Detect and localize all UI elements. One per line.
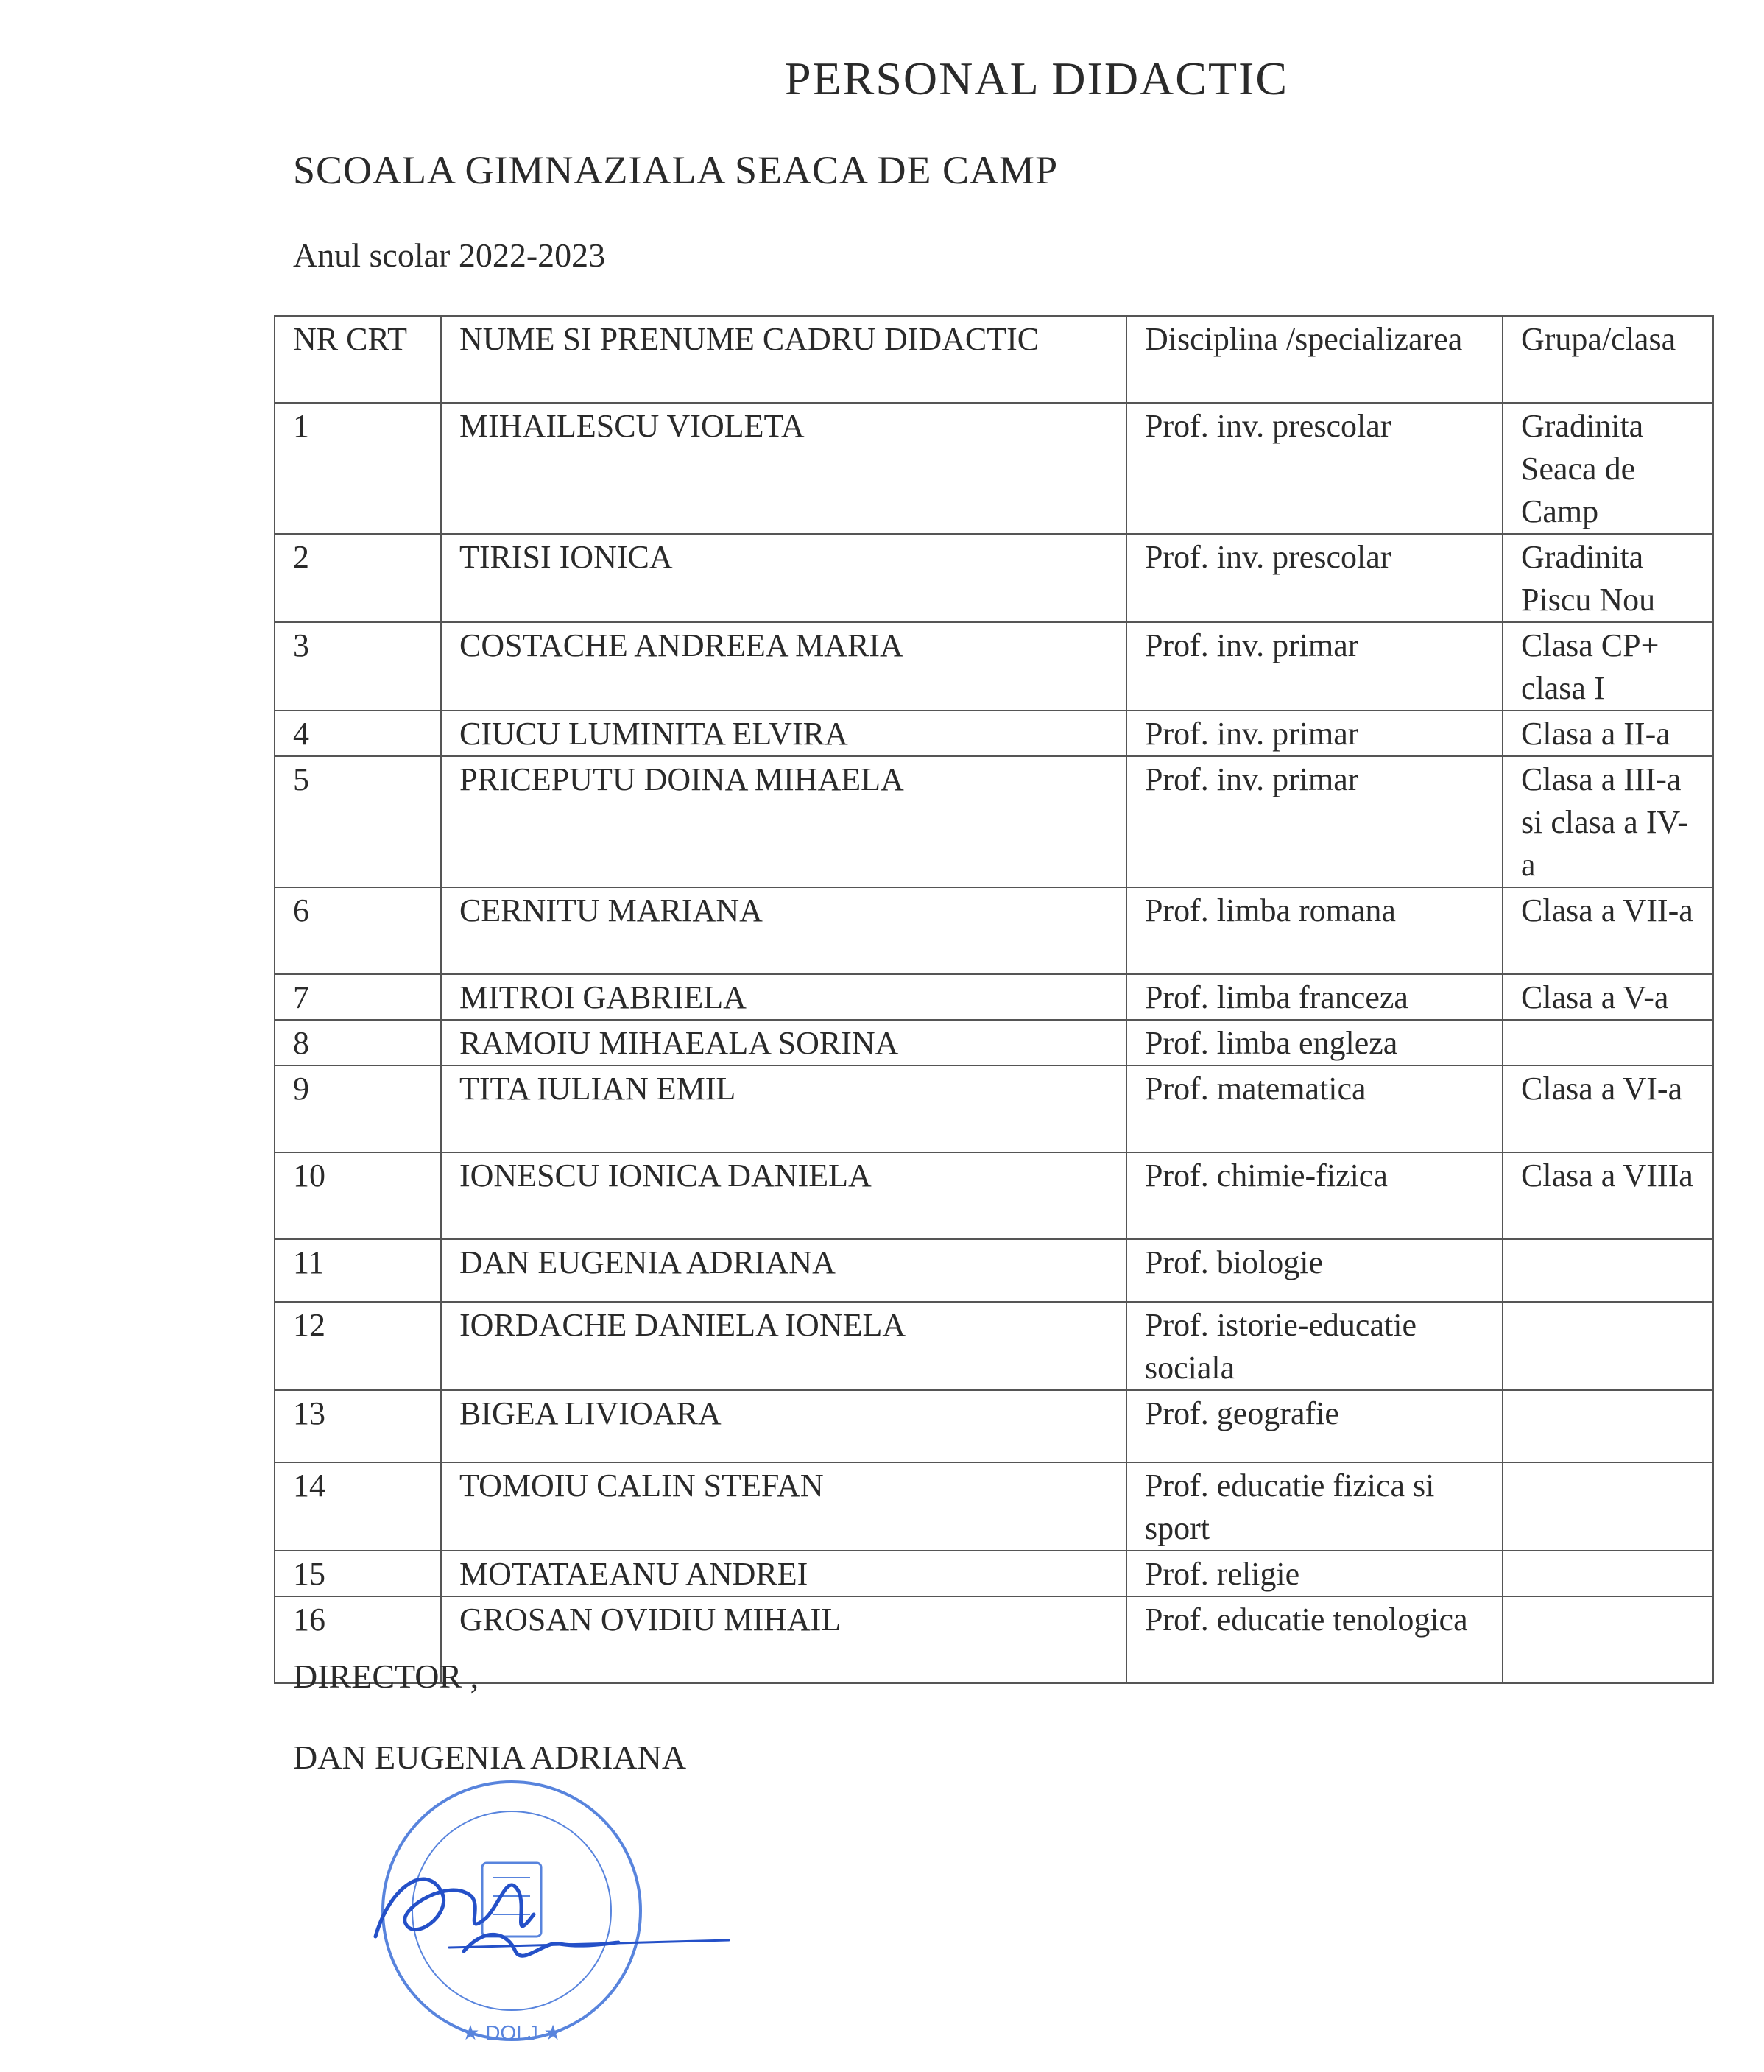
cell-nr: 11	[275, 1239, 441, 1302]
cell-nr: 6	[275, 887, 441, 974]
cell-discipline: Prof. religie	[1126, 1551, 1503, 1596]
cell-name: TIRISI IONICA	[441, 534, 1126, 622]
cell-group: Clasa CP+ clasa I	[1503, 622, 1713, 711]
cell-name: MITROI GABRIELA	[441, 974, 1126, 1020]
table-row	[275, 1462, 1713, 1551]
cell-discipline: Prof. limba franceza	[1126, 974, 1503, 1020]
director-label: DIRECTOR ,	[293, 1657, 479, 1695]
cell-discipline: Prof. inv. prescolar	[1126, 534, 1503, 622]
cell-discipline: Prof. inv. primar	[1126, 756, 1503, 887]
director-name: DAN EUGENIA ADRIANA	[293, 1738, 687, 1776]
cell-nr: 2	[275, 534, 441, 622]
cell-discipline: Prof. matematica	[1126, 1065, 1503, 1152]
table-row	[275, 534, 1713, 622]
cell-nr: 1	[275, 403, 441, 534]
cell-group	[1503, 1390, 1713, 1462]
cell-name: BIGEA LIVIOARA	[441, 1390, 1126, 1462]
cell-nr: 15	[275, 1551, 441, 1596]
cell-discipline: Prof. limba engleza	[1126, 1020, 1503, 1065]
cell-nr: 4	[275, 711, 441, 756]
cell-discipline: Prof. biologie	[1126, 1239, 1503, 1302]
table-row	[275, 974, 1713, 1020]
cell-name: CERNITU MARIANA	[441, 887, 1126, 974]
cell-discipline: Prof. educatie fizica si sport	[1126, 1462, 1503, 1551]
cell-group	[1503, 1596, 1713, 1683]
table-row	[275, 1065, 1713, 1152]
cell-name: TOMOIU CALIN STEFAN	[441, 1462, 1126, 1551]
table-row	[275, 1020, 1713, 1065]
cell-group	[1503, 1551, 1713, 1596]
table-row	[275, 1239, 1713, 1302]
cell-group: Clasa a III-a si clasa a IV-a	[1503, 756, 1713, 887]
cell-discipline: Prof. chimie-fizica	[1126, 1152, 1503, 1239]
table-row	[275, 1152, 1713, 1239]
signature	[375, 1879, 729, 1956]
cell-nr: 12	[275, 1302, 441, 1390]
cell-name: RAMOIU MIHAEALA SORINA	[441, 1020, 1126, 1065]
page-title: PERSONAL DIDACTIC	[784, 52, 1289, 105]
cell-group: Clasa a II-a	[1503, 711, 1713, 756]
cell-group: Gradinita Seaca de Camp	[1503, 403, 1713, 534]
cell-name: TITA IULIAN EMIL	[441, 1065, 1126, 1152]
cell-group: Clasa a V-a	[1503, 974, 1713, 1020]
cell-nr: 16	[275, 1596, 441, 1683]
cell-name: DAN EUGENIA ADRIANA	[441, 1239, 1126, 1302]
cell-name: IORDACHE DANIELA IONELA	[441, 1302, 1126, 1390]
cell-group	[1503, 1239, 1713, 1302]
school-year: Anul scolar 2022-2023	[293, 236, 606, 274]
svg-text:★ DOLJ ★: ★ DOLJ ★	[461, 2021, 562, 2044]
cell-nr: 5	[275, 756, 441, 887]
cell-group: Clasa a VI-a	[1503, 1065, 1713, 1152]
table-row	[275, 622, 1713, 711]
cell-group	[1503, 1020, 1713, 1065]
cell-discipline: Prof. educatie tenologica	[1126, 1596, 1503, 1683]
table-row	[275, 403, 1713, 534]
cell-name: CIUCU LUMINITA ELVIRA	[441, 711, 1126, 756]
header-nr: NR CRT	[275, 316, 441, 403]
table-row	[275, 1390, 1713, 1462]
cell-name: PRICEPUTU DOINA MIHAELA	[441, 756, 1126, 887]
cell-discipline: Prof. inv. primar	[1126, 711, 1503, 756]
cell-name: COSTACHE ANDREEA MARIA	[441, 622, 1126, 711]
table-row	[275, 1551, 1713, 1596]
table-row	[275, 1302, 1713, 1390]
cell-group: Gradinita Piscu Nou	[1503, 534, 1713, 622]
table-row	[275, 756, 1713, 887]
cell-nr: 14	[275, 1462, 441, 1551]
staff-table	[274, 315, 1714, 1684]
school-name: SCOALA GIMNAZIALA SEACA DE CAMP	[293, 148, 1059, 192]
cell-group: Clasa a VII-a	[1503, 887, 1713, 974]
table-row	[275, 887, 1713, 974]
cell-nr: 3	[275, 622, 441, 711]
cell-discipline: Prof. limba romana	[1126, 887, 1503, 974]
cell-nr: 8	[275, 1020, 441, 1065]
cell-name: IONESCU IONICA DANIELA	[441, 1152, 1126, 1239]
cell-discipline: Prof. inv. prescolar	[1126, 403, 1503, 534]
table-header-row	[275, 316, 1713, 403]
cell-discipline: Prof. inv. primar	[1126, 622, 1503, 711]
stamp-and-signature	[361, 1767, 744, 2062]
cell-nr: 13	[275, 1390, 441, 1462]
header-discipline: Disciplina /specializarea	[1126, 316, 1503, 403]
table-row	[275, 1596, 1713, 1683]
cell-group	[1503, 1302, 1713, 1390]
cell-nr: 10	[275, 1152, 441, 1239]
header-group: Grupa/clasa	[1503, 316, 1713, 403]
cell-nr: 7	[275, 974, 441, 1020]
official-stamp	[383, 1782, 641, 2044]
staff-rows	[275, 403, 1713, 1683]
cell-name: MOTATAEANU ANDREI	[441, 1551, 1126, 1596]
cell-name: GROSAN OVIDIU MIHAIL	[441, 1596, 1126, 1683]
cell-discipline: Prof. istorie-educatie sociala	[1126, 1302, 1503, 1390]
cell-discipline: Prof. geografie	[1126, 1390, 1503, 1462]
cell-nr: 9	[275, 1065, 441, 1152]
cell-group: Clasa a VIIIa	[1503, 1152, 1713, 1239]
header-name: NUME SI PRENUME CADRU DIDACTIC	[441, 316, 1126, 403]
table-row	[275, 711, 1713, 756]
cell-name: MIHAILESCU VIOLETA	[441, 403, 1126, 534]
cell-group	[1503, 1462, 1713, 1551]
